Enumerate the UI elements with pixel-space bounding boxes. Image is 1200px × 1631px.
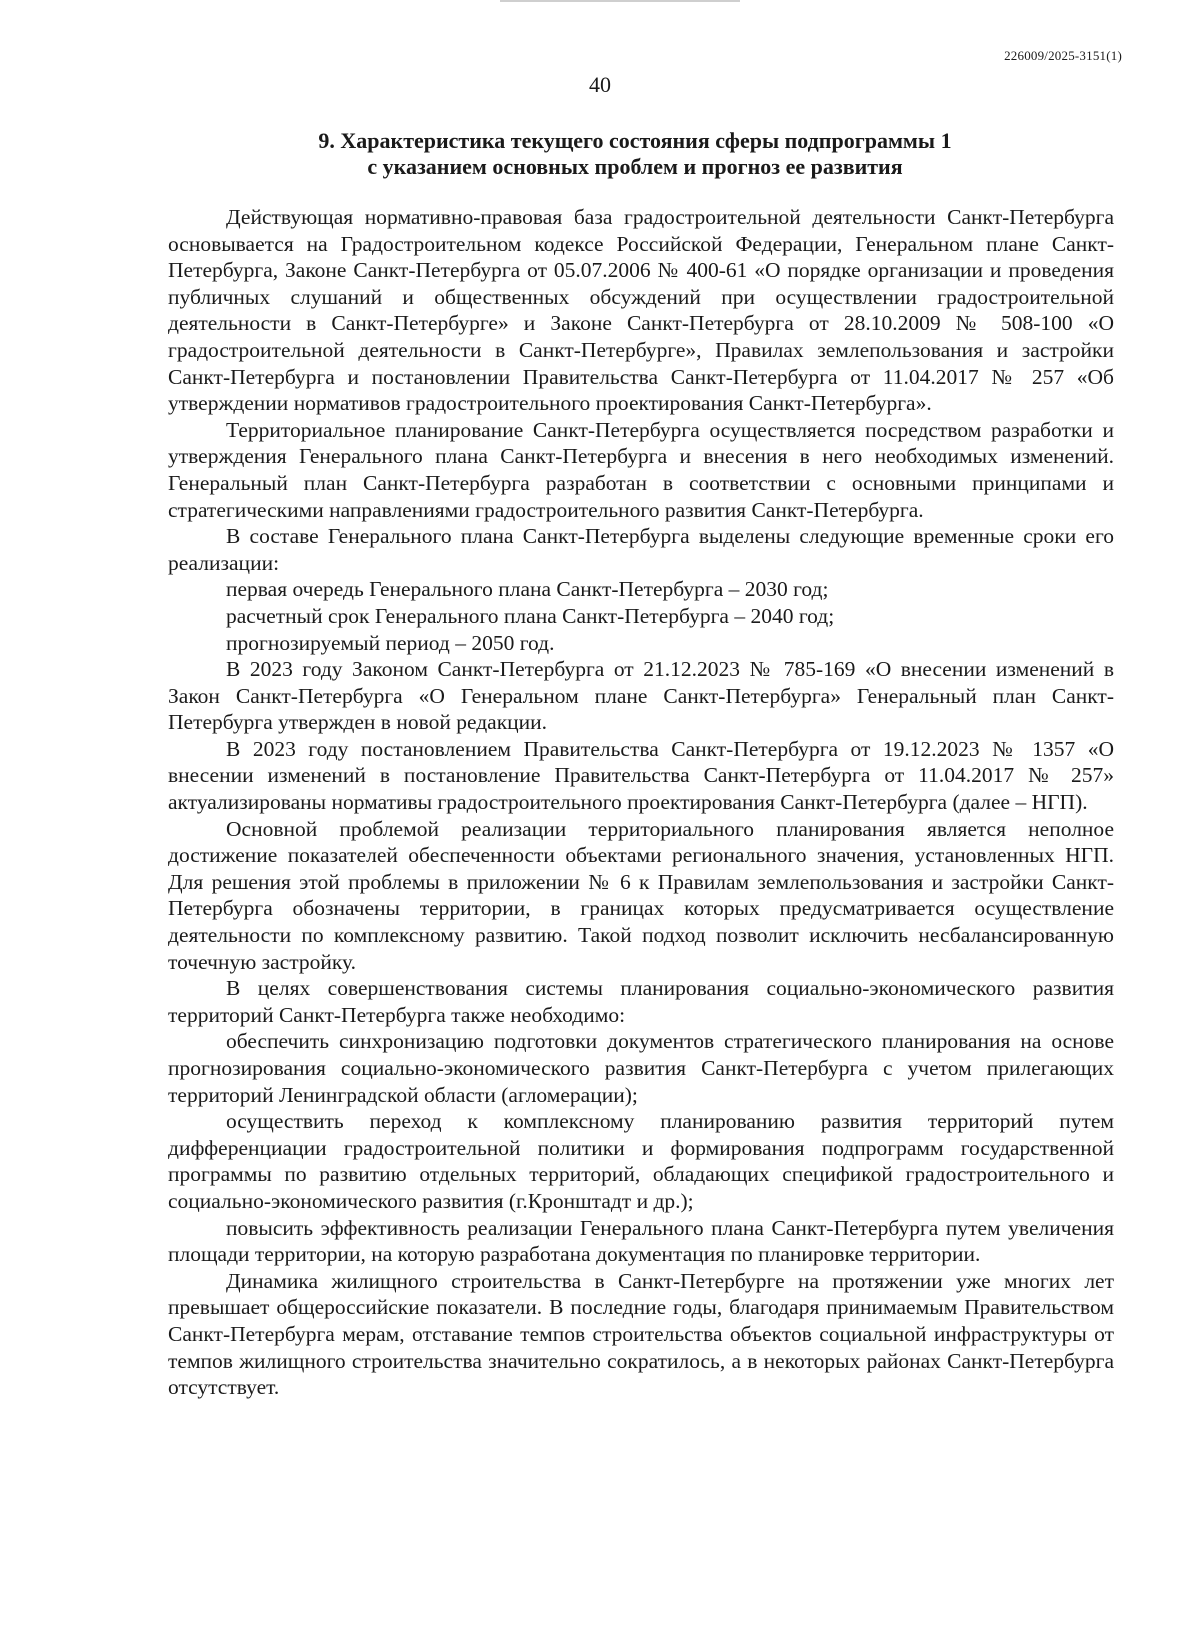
paragraph-law-2023: В 2023 году Законом Санкт-Петербурга от 21.12.2023 № 785-169 «О внесении изменений в Закон Санкт-Петербурга «О Генеральном плане Санкт-Петербурга» Генеральный план Санкт-Петербурга утвержден в новой редакции. [168,657,1114,735]
list-item-estimated-term: расчетный срок Генерального плана Санкт-Петербурга – 2040 год; [226,603,835,628]
paragraph-improvement-goals: В целях совершенствования системы планирования социально-экономического развития территорий Санкт-Петербурга также необходимо: [168,976,1114,1027]
scan-edge-line [500,0,740,2]
paragraph-general-plan-terms: В составе Генерального плана Санкт-Петербурга выделены следующие временные сроки его реализации: [168,524,1114,575]
paragraph-resolution-2023: В 2023 году постановлением Правительства Санкт-Петербурга от 19.12.2023 № 1357 «О внесении изменений в постановление Правительства Санкт-Петербурга от 11.04.2017 № 257» актуализированы нормативы градостроительного проектирования Санкт-Петербурга (далее – НГП). [168,736,1114,815]
list-item-complex-planning: осуществить переход к комплексному планированию развития территорий путем дифференциации градостроительной политики и формирования подпрограмм государственной программы по развитию отдельных территорий, обладающих спецификой градостроительного и социально-экономического развития (г.Кронштадт и др.); [168,1109,1114,1213]
section-title-line-1: 9. Характеристика текущего состояния сферы подпрограммы 1 [318,128,952,153]
list-item-efficiency: повысить эффективность реализации Генерального плана Санкт-Петербурга путем увеличения площади территории, на которую разработана документация по планировке территории. [168,1215,1114,1267]
page-number: 40 [589,72,611,97]
paragraph-territorial-planning: Территориальное планирование Санкт-Петербурга осуществляется посредством разработки и утверждения Генерального плана Санкт-Петербурга и внесения в него необходимых изменений. Генеральный план Санкт-Петербурга разработан в соответствии с основными принципами и стратегическими направлениями градостроительного развития Санкт-Петербурга. [168,417,1114,522]
list-item-first-stage: первая очередь Генерального плана Санкт-Петербурга – 2030 год; [226,577,829,602]
section-title-line-2: с указанием основных проблем и прогноз ее развития [367,154,903,179]
paragraph-main-problem: Основной проблемой реализации территориального планирования является неполное достижение показателей обеспеченности объектами регионального значения, установленных НГП. Для решения этой проблемы в приложении № 6 к Правилам землепользования и застройки Санкт-Петербурга обозначены территории, в границах которых предусматривается осуществление деятельности по комплексному развитию. Такой подход позволит исключить несбалансированную точечную застройку. [168,816,1114,974]
document-body [168,204,1114,1401]
paragraph-housing-dynamics: Динамика жилищного строительства в Санкт-Петербурге на протяжении уже многих лет превышает общероссийские показатели. В последние годы, благодаря принимаемым Правительством Санкт-Петербурга мерам, отставание темпов строительства объектов социальной инфраструктуры от темпов жилищного строительства значительно сократилось, а в некоторых районах Санкт-Петербурга отсутствует. [168,1268,1114,1400]
list-item-synchronization: обеспечить синхронизацию подготовки документов стратегического планирования на основе прогнозирования социально-экономического развития Санкт-Петербурга с учетом прилегающих территорий Ленинградской области (агломерации); [168,1029,1114,1107]
section-title [170,128,1100,180]
list-item-forecast-period: прогнозируемый период – 2050 год. [226,630,555,655]
paragraph-legal-basis: Действующая нормативно-правовая база градостроительной деятельности Санкт-Петербурга основывается на Градостроительном кодексе Российской Федерации, Генеральном плане Санкт-Петербурга, Законе Санкт-Петербурга от 05.07.2006 № 400-61 «О порядке организации и проведения публичных слушаний и общественных обсуждений при осуществлении градостроительной деятельности в Санкт-Петербурге» и Законе Санкт-Петербурга от 28.10.2009 № 508-100 «О градостроительной деятельности в Санкт-Петербурге», Правилах землепользования и застройки Санкт-Петербурга и постановлении Правительства Санкт-Петербурга от 11.04.2017 № 257 «Об утверждении нормативов градостроительного проектирования Санкт-Петербурга». [168,205,1114,416]
document-number: 226009/2025-3151(1) [1004,48,1122,63]
